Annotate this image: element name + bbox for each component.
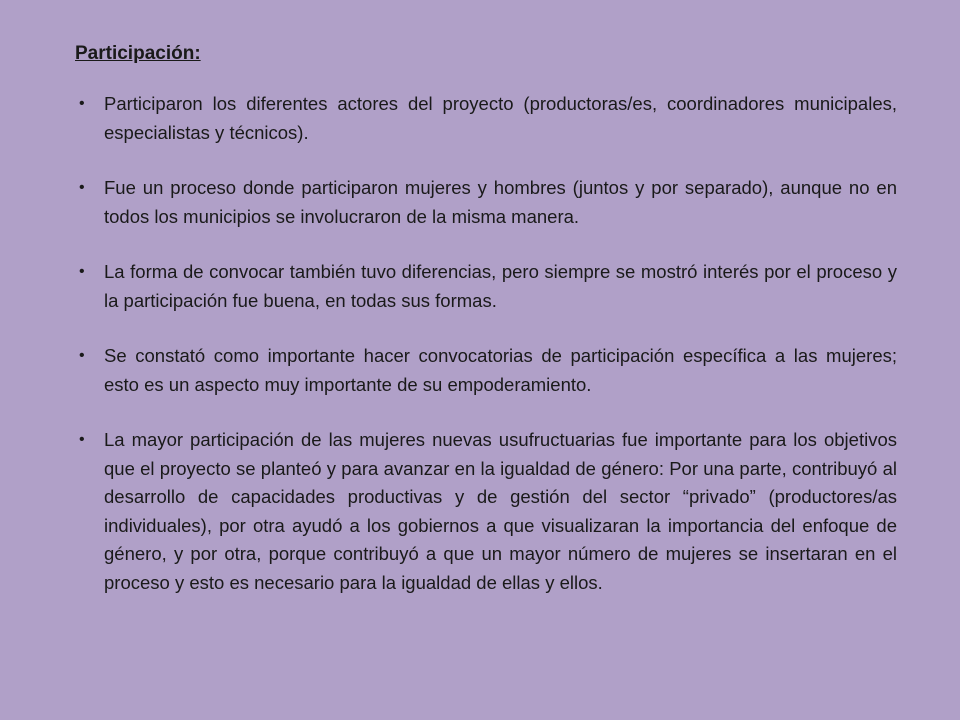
slide-content [75,40,897,597]
bullet-item [75,342,897,399]
bullet-icon: • [79,95,85,112]
bullet-item [75,90,897,147]
bullet-item [75,426,897,597]
bullet-text: Se constató como importante hacer convocatorias de participación específica a las mujeres; esto es un aspecto muy importante de su empoderamiento. [104,345,897,395]
bullet-icon: • [79,179,85,196]
bullet-text: La forma de convocar también tuvo diferencias, pero siempre se mostró interés por el proceso y la participación fue buena, en todas sus formas. [104,261,897,311]
bullet-icon: • [79,347,85,364]
bullet-text: La mayor participación de las mujeres nuevas usufructuarias fue importante para los objetivos que el proyecto se planteó y para avanzar en la igualdad de género: Por una parte, contribuyó al desarrollo de capacidades productivas y de gestión del sector “privado” (productores/as individuales), por otra ayudó a los gobiernos a que visualizaran la importancia del enfoque de género, y por otra, porque contribuyó a que un mayor número de mujeres se insertaran en el proceso y esto es necesario para la igualdad de ellas y ellos. [104,429,897,593]
bullet-item [75,174,897,231]
bullet-icon: • [79,263,85,280]
bullet-text: Fue un proceso donde participaron mujeres y hombres (juntos y por separado), aunque no en todos los municipios se involucraron de la misma manera. [104,177,897,227]
slide-heading: Participación: [75,43,201,64]
bullet-list [75,90,897,597]
bullet-icon: • [79,431,85,448]
bullet-item [75,258,897,315]
bullet-text: Participaron los diferentes actores del proyecto (productoras/es, coordinadores municipales, especialistas y técnicos). [104,93,897,143]
